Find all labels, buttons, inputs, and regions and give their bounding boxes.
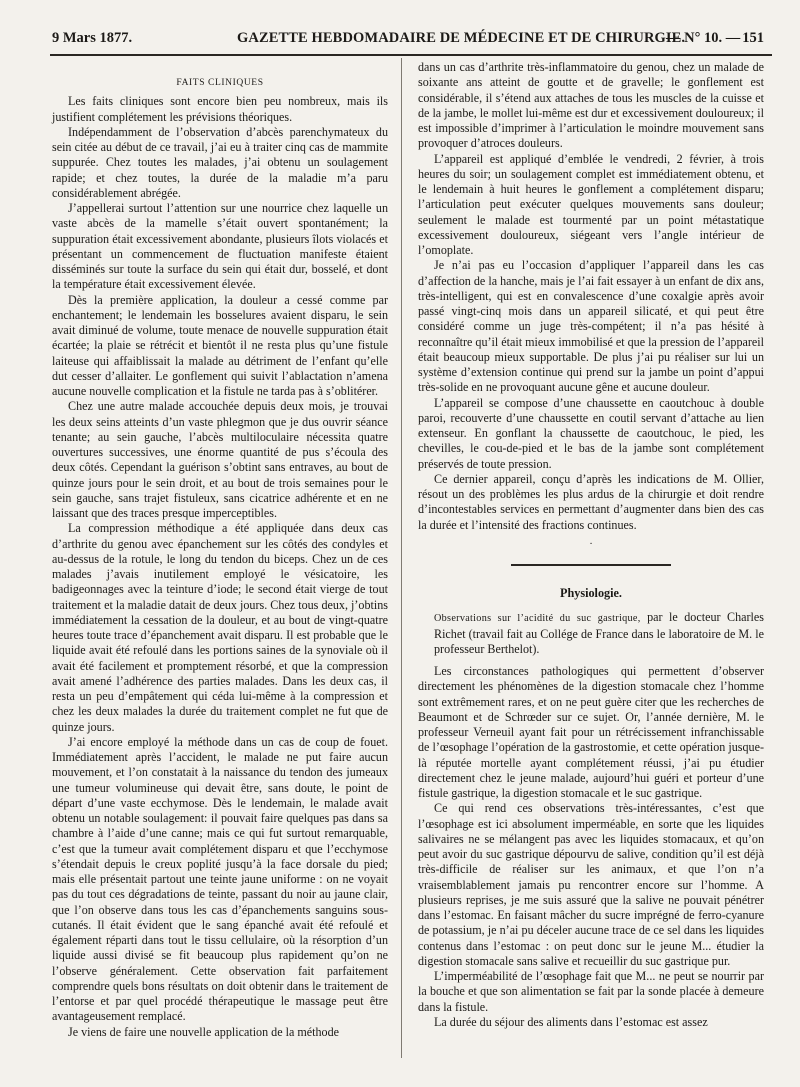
page-number: 151 bbox=[742, 30, 764, 46]
paragraph: J’appellerai surtout l’attention sur une nourrice chez laquelle un vaste abcès de la mamelle s’était ouvert spontanément; la suppuration était excessivement abondante, plusieurs îlots violacés et présentant un commencement de fluctuation manifeste étaient disséminés sur toute la surface du sein qui était dur, bosselé, et dont la température était excessivement élevée. bbox=[52, 201, 388, 292]
separator-dot: · bbox=[589, 538, 593, 550]
paragraph: Dès la première application, la douleur a cessé comme par enchantement; le lendemain les bosselures avaient disparu, le sein avait diminué de volume, toute menace de nouvelle suppuration était écartée; la plaie se rétrécit et bientôt il ne resta plus qu’une fistule laiteuse qui affaiblissait la malade au détriment de l’enfant qu’elle dut cesser d’allaiter. Le gonflement qui suivit l’ablactation n’amena aucune nouvelle complication et la fistule ne tarda pas à s’oblitérer. bbox=[52, 292, 388, 398]
paragraph: L’imperméabilité de l’œsophage fait que M... ne peut se nourrir par la bouche et que son alimentation se fait par la sonde placée à demeure dans la fistule. bbox=[418, 969, 764, 1014]
paragraph: La durée du séjour des aliments dans l’estomac est assez bbox=[434, 1014, 708, 1029]
issue-number: — N° 10. — bbox=[666, 30, 741, 46]
issue-date: 9 Mars 1877. bbox=[52, 30, 133, 46]
column-divider bbox=[401, 58, 402, 1058]
article-title-lead: Observations sur l’acidité du suc gastrique, bbox=[434, 613, 641, 625]
section-rule bbox=[511, 564, 671, 566]
right-column bbox=[418, 60, 764, 1030]
section-title-physiologie: Physiologie. bbox=[560, 586, 622, 600]
paragraph: Ce dernier appareil, conçu d’après les indications de M. Ollier, résout un des problèmes les plus ardus de la chirurgie et doit rendre d’incontestables services en permettant d’augmenter dans bien des cas la durée et l’intensité des fractions continues. bbox=[418, 471, 764, 532]
paragraph: L’appareil est appliqué d’emblée le vendredi, 2 février, à trois heures du soir; un soulagement complet est immédiatement obtenu, et le lendemain à huit heures le gonflement a complétement disparu; l’articulation peut exécuter quelques mouvements sans douleur; seulement le malade est tourmenté par un point métastatique excessivement douloureux, siégeant vers l’angle intérieur de l’omoplate. bbox=[418, 151, 764, 257]
journal-title: GAZETTE HEBDOMADAIRE DE MÉDECINE ET DE CHIRURGIE. bbox=[237, 30, 686, 46]
paragraph-continued: dans un cas d’arthrite très-inflammatoire du genou, chez un malade de soixante ans atteint de goutte et de gravelle; le gonflement est considérable, il s’étend aux attaches de tous les muscles de la cuisse et de la jambe, le mollet lui-même est dur et excessivement douloureux; il est impossible d’imprimer à l’articulation le moindre mouvement sans provoquer d’atroces douleurs. bbox=[418, 60, 764, 151]
left-column bbox=[52, 66, 388, 1040]
paragraph: Ce qui rend ces observations très-intéressantes, c’est que l’œsophage est ici absolument imperméable, en sorte que les liquides salivaires ne se mélangent pas avec les liquides stomacaux, et qu’on peut avoir du suc gastrique dépourvu de salive, condition qu’il est déjà très-difficile de réaliser sur les animaux, et que l’on n’a vraisemblablement jamais pu rencontrer encore sur l’homme. A plusieurs reprises, je me suis assuré que la salive ne pouvait pénétrer dans l’estomac. En faisant mâcher du sucre imprégné de ferro-cyanure de potassium, je n’ai pu déceler aucune trace de ce sel dans les liquides contenus dans l’estomac : on peut donc sur le jeune M... étudier la digestion stomacale sans salive et recueillir du suc gastrique pur. bbox=[418, 801, 764, 968]
section-heading-faits-cliniques: FAITS CLINIQUES bbox=[176, 78, 264, 88]
paragraph: Les circonstances pathologiques qui permettent d’observer directement les phénomènes de la digestion stomacale chez l’homme sont extrêmement rares, et on ne peut guère citer que les recherches de Beaumont et de Schrœder sur ce sujet. Or, l’année dernière, M. le professeur Verneuil ayant fait pour un rétrécissement infranchissable de l’œsophage l’opération de la gastrostomie, et cette opération jusque-là réputée mortelle ayant complétement réussi, j’ai pu étudier directement chez le jeune malade, aujourd’hui guéri et porteur d’une fistule gastrique, la digestion stomacale et le suc gastrique. bbox=[418, 664, 764, 800]
paragraph: L’appareil se compose d’une chaussette en caoutchouc à double paroi, recouverte d’une chaussette en coutil servant d’attache au lien extenseur. En gonflant la chaussette de caoutchouc, le pied, les chevilles, le cou-de-pied et le bas de la jambe sont complétement préservés de toute pression. bbox=[418, 395, 764, 471]
paragraph: Je n’ai pas eu l’occasion d’appliquer l’appareil dans les cas d’affection de la hanche, mais je l’ai fait essayer à un enfant de dix ans, très-intelligent, qui est en convalescence d’une coxalgie après avoir passé vingt-cinq mois dans un appareil silicaté, et qui peut être considéré comme un juge très-compétent; il n’a pas hésité à reconnaître qu’il était mieux immobilisé et que la pression de l’appareil était beaucoup mieux supportable. De plus j’ai pu réaliser sur lui un système d’extension continue qui prend sur la jambe un point d’appui très-solide en ne provoquant aucune gêne et aucune douleur. bbox=[418, 258, 764, 395]
paragraph: Indépendamment de l’observation d’abcès parenchymateux du sein citée au début de ce travail, j’ai eu à traiter cinq cas de mammite suppurée. Chez toutes les malades, j’ai obtenu un soulagement rapide; et chez toutes, la durée de la maladie m’a paru considérablement abrégée. bbox=[52, 124, 388, 200]
paragraph: Les faits cliniques sont encore bien peu nombreux, mais ils justifient complétement les prévisions théoriques. bbox=[52, 94, 388, 124]
article-title-rest: par le docteur Charles Richet (travail fait au Collége de France dans le laboratoire de M. le professeur Berthelot). bbox=[434, 610, 764, 656]
paragraph: J’ai encore employé la méthode dans un cas de coup de fouet. Immédiatement après l’accident, le malade ne put faire aucun mouvement, et l’on constatait à la naissance du tendon des jumeaux une tumeur volumineuse qui devait être, sans doute, le point de départ d’une vaste ecchymose. Dès le lendemain, le malade avait obtenu un notable soulagement: il pouvait faire quelques pas dans sa chambre à l’aide d’une canne; mais ce qui fut surtout remarquable, c’est que la tumeur avait complétement disparu et que l’ecchymose s’étendait depuis le creux poplité jusqu’à la face dorsale du pied; mais elle présentait partout une teinte jaune uniforme : on ne voyait pas du tout ces dégradations de teinte, passant du noir au jaune clair, que l’on observe dans tous les cas d’épanchements sanguins sous-cutanés. Il était évident que le sang épanché avait été refoulé et également réparti dans tout le tissu cellulaire, où la résorption d’un liquide aussi divisé se fit beaucoup plus rapidement qu’on ne l’observe généralement. Cette observation fait parfaitement comprendre quels bons résultats on doit obtenir dans le traitement de l’entorse et par quel procédé thérapeutique le massage peut être avantageusement remplacé. bbox=[52, 734, 388, 1024]
page-header bbox=[50, 20, 772, 56]
paragraph: Je viens de faire une nouvelle application de la méthode bbox=[68, 1024, 339, 1039]
paragraph: La compression méthodique a été appliquée dans deux cas d’arthrite du genou avec épanchement sur les côtés des condyles et au-dessus de la rotule, le long du tendon du biceps. Chez un de ces malades j’avais inutilement employé le vésicatoire, les badigeonnages avec la teinture d’iode; le second était vierge de tout traitement et la maladie datait de deux jours. Chez tous deux, j’obtins immédiatement la cessation de la douleur, et au bout de vingt-quatre heures toute trace d’épanchement avait disparu. Il est probable que le liquide avait été refoulé dans les portions saines de la synoviale où il avait été facilement et promptement résorbé, et que la compression avait amené l’adhérence des parties malades. Dans les deux cas, il resta un peu d’empâtement qui céda lui-même à la compression et chez les deux malades la durée du traitement complet ne fut que de quinze jours. bbox=[52, 521, 388, 734]
paragraph: Chez une autre malade accouchée depuis deux mois, je trouvai les deux seins atteints d’un vaste phlegmon que je dus ouvrir séance tenante; au sein gauche, l’abcès multiloculaire nécessita quatre ouvertures successives, une énorme quantité de pus s’écoula des deux côtés. Cependant la guérison s’obtint sans entraves, au bout de quinze jours pour le sein droit, et au bout de trois semaines pour le sein gauche, sans trajet fistuleux, sans cicatrice adhérente et en ne laissant que des traces presque imperceptibles. bbox=[52, 399, 388, 520]
article-title bbox=[418, 610, 764, 657]
